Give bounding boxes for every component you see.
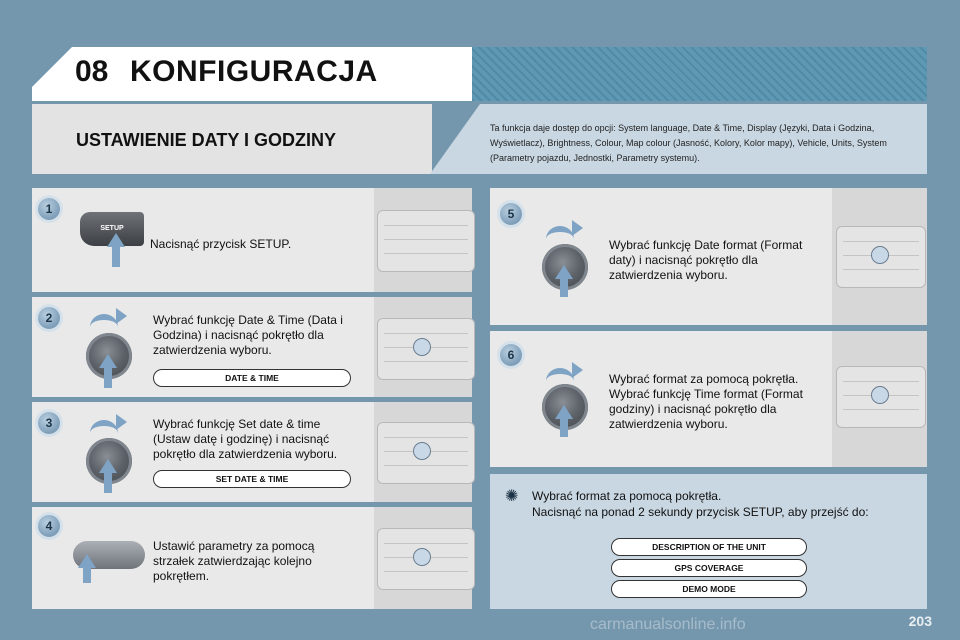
press-arrow-head-icon [555, 265, 573, 279]
menu-pill-gps: GPS COVERAGE [611, 559, 807, 577]
press-arrow-head-icon [99, 459, 117, 473]
step-badge-5: 5 [500, 203, 522, 225]
radio-panel-line [843, 269, 919, 270]
step-text-4: Ustawić parametry za pomocą strzałek zatwierdzając kolejno pokrętłem. [153, 539, 315, 583]
intro-text: Ta funkcja daje dostęp do opcji: System language, Date & Time, Display (Języki, Data i Godzina, Wyświetlacz), Brightness, Colour, Map colour (Jasność, Kolory, Kolor mapy), Vehicle, Units, System (Parametry pojazdu, Jednostki, Parametry systemu). [490, 123, 887, 163]
chapter-number: 08 [75, 55, 109, 88]
tip-line-2: Nacisnąć na ponad 2 sekundy przycisk SETUP, aby przejść do: [532, 505, 869, 519]
press-arrow-icon [112, 245, 120, 267]
press-arrow-icon [560, 417, 568, 437]
header-hatch [472, 47, 927, 101]
step-badge-2: 2 [38, 307, 60, 329]
radio-panel-line [384, 465, 468, 466]
press-arrow-head-icon [555, 405, 573, 419]
section-title: USTAWIENIE DATY I GODZINY [76, 130, 337, 150]
tip-line-1: Wybrać format za pomocą pokrętła. [532, 489, 722, 503]
step-badge-3: 3 [38, 412, 60, 434]
radio-thumb-1 [377, 210, 475, 272]
rotate-arrow-head-icon [116, 414, 127, 430]
press-arrow-icon [83, 567, 91, 583]
watermark: carmanualsonline.info [590, 616, 746, 633]
radio-panel-line [384, 437, 468, 438]
step-text-3: Wybrać funkcję Set date & time (Ustaw datę i godzinę) i nacisnąć pokrętło dla zatwierdzenia wyboru. [153, 417, 338, 461]
radio-panel-line [843, 241, 919, 242]
radio-panel-line [384, 225, 468, 226]
radio-panel-line [384, 253, 468, 254]
step-badge-6: 6 [500, 344, 522, 366]
radio-knob-highlight [871, 386, 889, 404]
step-text-6: Wybrać format za pomocą pokrętła. Wybrać funkcję Time format (Format godziny) i nacisnąć pokrętło dla zatwierdzenia wyboru. [609, 372, 803, 431]
radio-panel-line [384, 239, 468, 240]
menu-pill-description: DESCRIPTION OF THE UNIT [611, 538, 807, 556]
menu-pill-set-date-time: SET DATE & TIME [153, 470, 351, 488]
radio-knob-highlight [413, 442, 431, 460]
rotate-arrow-head-icon [572, 220, 583, 236]
radio-panel-line [384, 361, 468, 362]
lightbulb-icon: ✺ [505, 488, 519, 505]
radio-panel-line [384, 571, 468, 572]
radio-panel-line [384, 543, 468, 544]
menu-pill-demo: DEMO MODE [611, 580, 807, 598]
radio-knob-highlight [413, 338, 431, 356]
step-text-1: Nacisnąć przycisk SETUP. [150, 237, 292, 251]
page-number: 203 [908, 613, 932, 629]
setup-button-icon: SETUP [80, 212, 144, 246]
radio-panel-line [843, 409, 919, 410]
menu-pill-date-time: DATE & TIME [153, 369, 351, 387]
press-arrow-icon [104, 471, 112, 493]
radio-panel-line [384, 333, 468, 334]
step-badge-1: 1 [38, 198, 60, 220]
radio-knob-highlight [413, 548, 431, 566]
press-arrow-icon [104, 366, 112, 388]
step-text-5: Wybrać funkcję Date format (Format daty) i nacisnąć pokrętło dla zatwierdzenia wyboru. [609, 238, 803, 282]
press-arrow-head-icon [107, 233, 125, 247]
press-arrow-head-icon [99, 354, 117, 368]
page-title: KONFIGURACJA [130, 55, 378, 88]
radio-knob-highlight [871, 246, 889, 264]
step-text-2: Wybrać funkcję Date & Time (Data i Godzina) i nacisnąć pokrętło dla zatwierdzenia wyboru. [153, 313, 343, 357]
rotate-arrow-head-icon [572, 362, 583, 378]
radio-panel-line [843, 381, 919, 382]
press-arrow-icon [560, 277, 568, 297]
step-badge-4: 4 [38, 515, 60, 537]
rotate-arrow-head-icon [116, 308, 127, 324]
press-arrow-head-icon [78, 554, 96, 568]
